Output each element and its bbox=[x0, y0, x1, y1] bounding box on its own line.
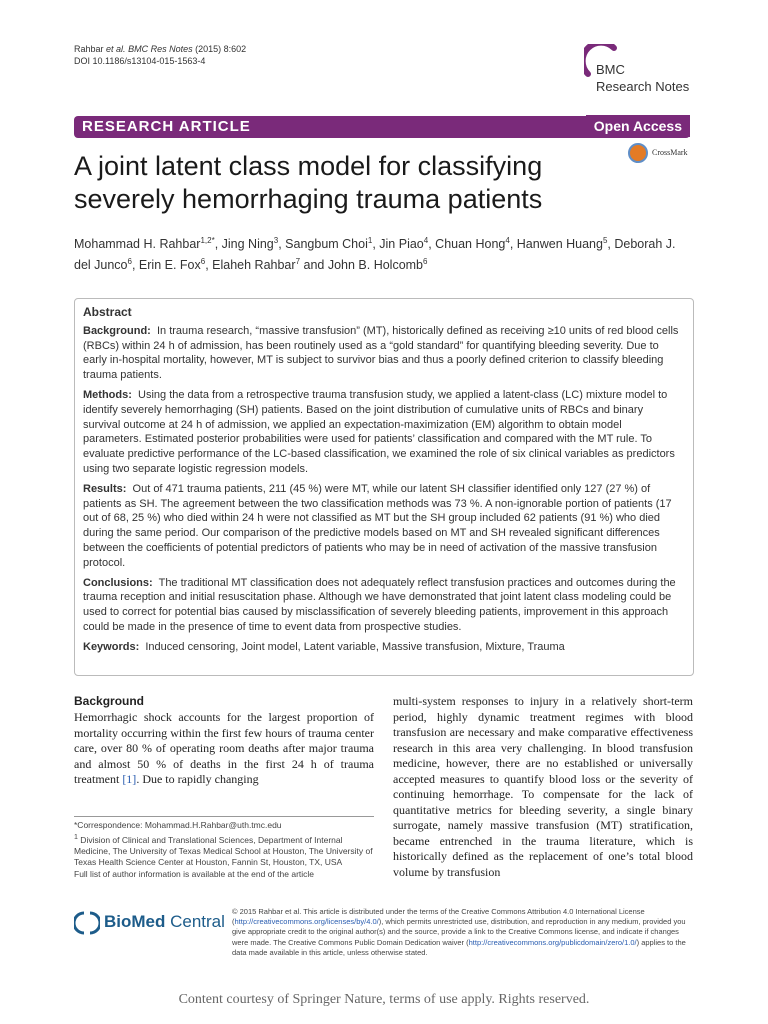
abstract-results-label: Results: bbox=[83, 482, 127, 495]
body-text-left-end: . Due to rapidly changing bbox=[136, 772, 259, 786]
crossmark-icon bbox=[628, 143, 648, 163]
body-left-column bbox=[74, 694, 374, 788]
author-name: Erin E. Fox bbox=[138, 258, 201, 273]
article-title: A joint latent class model for classifying severely hemorrhaging trauma patients bbox=[74, 151, 543, 214]
author-affiliation-sup: 4 bbox=[423, 236, 429, 245]
open-access-badge: Open Access bbox=[586, 115, 690, 137]
abstract-results bbox=[83, 482, 683, 571]
article-citation bbox=[74, 43, 246, 67]
article-type-ribbon bbox=[74, 116, 690, 138]
author-affiliation-sup: 3 bbox=[273, 236, 279, 245]
publisher-logo-regular: Central bbox=[165, 912, 225, 931]
courtesy-notice: Content courtesy of Springer Nature, terms of use apply. Rights reserved. bbox=[178, 992, 590, 1007]
author-list: Mohammad H. Rahbar$^{1,2*}$, Jing Ning$^3$, Sangbum Choi$^1$, Jin Piao$^4$, Chuan Hong$^4$, Hanwen Huang$^5$, Deborah J. del Junco$^6$, Erin E. Fox$^6$, Elaheh Rahbar$^7$ and John B. Holcomb$^6$ bbox=[74, 236, 676, 273]
author-affiliation-sup: 6 bbox=[200, 257, 206, 267]
author-name: Jing Ning bbox=[221, 237, 274, 252]
publisher-logo-bold: BioMed bbox=[104, 912, 166, 931]
author[interactable] bbox=[435, 237, 510, 251]
author[interactable] bbox=[212, 258, 300, 272]
author-affiliation-sup: 7 bbox=[295, 257, 301, 267]
author-name: Hanwen Huang bbox=[516, 237, 603, 252]
author-affiliation-sup: 6 bbox=[127, 257, 132, 267]
citation-journal: BMC Res Notes bbox=[128, 44, 193, 54]
affiliation bbox=[74, 832, 374, 869]
abstract-background-text: In trauma research, “massive transfusion” (MT), historically defined as receiving ≥10 units of red blood cells (RBCs) within 24 h of admission, has been routinely used as a “gold standard” for quantifying bleeding severity. Due to early in-hospital mortality, however, MT is subject to survivor bias and thus a poorly defined criterion to classify bleeding trauma patients. bbox=[83, 324, 679, 382]
author[interactable] bbox=[222, 237, 279, 251]
publisher-logo bbox=[74, 908, 234, 938]
journal-logo-name: Research Notes bbox=[596, 79, 690, 94]
author[interactable] bbox=[517, 237, 608, 251]
author[interactable] bbox=[139, 258, 205, 272]
citation-authors: Rahbar bbox=[74, 44, 104, 54]
author-affiliation-sup: 1,2* bbox=[200, 236, 215, 245]
abstract-methods-label: Methods: bbox=[83, 388, 132, 401]
citation-etal: et al. bbox=[106, 44, 126, 54]
abstract-heading: Abstract bbox=[83, 305, 132, 319]
license-part-1: © 2015 Rahbar et al. This article is distributed under the terms of the Creative Commons Attribution 4.0 International License ( bbox=[232, 907, 645, 927]
journal-logo-bmc: BMC bbox=[596, 62, 625, 77]
abstract-results-text: Out of 471 trauma patients, 211 (45 %) were MT, while our latent SH classifier identified only 127 (27 %) of patients as SH. The agreement between the two classification methods was 73 %. A non-ignorable portion of patients (17 out of 68, 25 %) who died within 24 h were not classified as MT but the SH group included 62 patients (91 %) who died during the same period. Our comparison of the predictive models based on MT and SH revealed significant differences between the coefficients of potential predictors of patients who may be in need of activation of the massive transfusion protocol. bbox=[83, 482, 672, 569]
affiliation-text: Division of Clinical and Translational Sciences, Department of Internal Medicine, The University of Texas Medical School at Houston, The University of Texas Health Science Center at Houston, Fannin St, Houston, TX, USA bbox=[74, 834, 373, 868]
license-link-cc0[interactable]: http://creativecommons.org/publicdomain/zero/1.0/ bbox=[468, 937, 637, 947]
reference-link[interactable]: [1] bbox=[122, 772, 137, 786]
abstract-conclusions bbox=[83, 576, 683, 635]
author-name: Sangbum Choi bbox=[285, 237, 368, 252]
body-text-left: Hemorrhagic shock accounts for the largest proportion of mortality occurring within the first few hours of trauma center care, over 80 % of operating room deaths after major trauma and almost 50 % of deaths in the first 24 h of trauma treatment bbox=[74, 710, 374, 786]
author-affiliation-sup: 1 bbox=[367, 236, 373, 245]
correspondence: *Correspondence: Mohammad.H.Rahbar@uth.tmc.edu bbox=[74, 820, 282, 830]
author[interactable] bbox=[285, 237, 372, 251]
abstract-keywords-text: Induced censoring, Joint model, Latent variable, Massive transfusion, Mixture, Trauma bbox=[145, 640, 565, 653]
author-name: Mohammad H. Rahbar bbox=[74, 237, 201, 252]
author[interactable] bbox=[328, 258, 428, 272]
publisher-logo-text bbox=[104, 912, 225, 932]
abstract-keywords-label: Keywords: bbox=[83, 640, 140, 653]
footnote-rule bbox=[74, 816, 374, 817]
abstract-conclusions-label: Conclusions: bbox=[83, 576, 153, 589]
license-text bbox=[232, 907, 692, 958]
journal-logo bbox=[584, 44, 704, 100]
author[interactable] bbox=[379, 237, 428, 251]
affiliation-number: 1 bbox=[74, 832, 78, 841]
citation-year: (2015) 8:602 bbox=[195, 44, 247, 54]
biomed-mark-icon bbox=[74, 910, 100, 936]
crossmark-label: CrossMark bbox=[652, 148, 688, 157]
author-name: Elaheh Rahbar bbox=[212, 258, 296, 273]
license-link-cc-by[interactable]: http://creativecommons.org/licenses/by/4.0/ bbox=[234, 917, 379, 927]
author-affiliation-sup: 4 bbox=[505, 236, 510, 245]
author-name: Jin Piao bbox=[379, 237, 424, 252]
body-right-column bbox=[393, 694, 693, 880]
author-info-note: Full list of author information is available at the end of the article bbox=[74, 868, 315, 879]
abstract-background bbox=[83, 324, 683, 383]
body-paragraph-left bbox=[74, 710, 374, 788]
article-type: RESEARCH ARTICLE bbox=[82, 118, 251, 135]
crossmark-badge[interactable] bbox=[628, 143, 708, 167]
abstract-methods-text: Using the data from a retrospective trauma transfusion study, we applied a latent-class (LC) mixture model to identify severely hemorrhaging (SH) patients. Based on the joint distribution of cumulative units of RBCs and binary survival outcome at 24 h of admission, we applied an expectation-maximization (EM) algorithm to obtain model parameters. Estimated posterior probabilities were used for patients’ classification and compared with the MT rule. To evaluate predictive performance of the LC-based classification, we examined the role of six clinical variables as predictors using two separate logistic regression models. bbox=[83, 388, 675, 475]
author[interactable] bbox=[74, 237, 215, 251]
abstract-keywords bbox=[83, 640, 683, 655]
license-part-2: ), which permits unrestricted use, distribution, and reproduction in any medium, provided you give appropriate credit to the original author(s) and the source, provide a link to the Creative Commons license, and indicate if changes were made. The Creative Commons Public Domain Dedication waiver ( bbox=[232, 917, 686, 947]
section-heading-background: Background bbox=[74, 694, 145, 708]
license-part-3: ) applies to the data made available in this article, unless otherwise stated. bbox=[232, 937, 686, 957]
doi: DOI 10.1186/s13104-015-1563-4 bbox=[74, 56, 206, 66]
author-name: John B. Holcomb bbox=[327, 258, 424, 273]
author-name: Deborah J. del Junco bbox=[74, 237, 676, 273]
abstract-methods bbox=[83, 388, 683, 477]
footnotes bbox=[74, 820, 374, 880]
abstract-box bbox=[74, 298, 694, 676]
author-name: Chuan Hong bbox=[435, 237, 506, 252]
citation-line bbox=[74, 43, 246, 55]
author-affiliation-sup: 5 bbox=[602, 236, 608, 245]
abstract-background-label: Background: bbox=[83, 324, 151, 337]
abstract-conclusions-text: The traditional MT classification does not adequately reflect transfusion practices and outcomes during the trauma reception and initial resuscitation phase. Although we have demonstrated that joint latent class modeling could be used to correct for potential bias caused by misclassification of severely bleeding patients, improvement in this approach could be made in the presence of time to event data from prospective studies. bbox=[83, 576, 676, 633]
body-paragraph-right: multi-system responses to injury in a relatively short-term period, highly dynamic treatment regimes with blood transfusion are necessary and make comparative effectiveness research in this area very challenging. In blood transfusion medicine, however, there are no established or universally accepted measures to quantify blood loss or the severity of continuing hemorrhage. To compensate for the lack of quantitative metrics for bleeding severity, a single binary surrogate, namely massive transfusion (MT) stratification, became entrenched in the trauma literature, which is historically defined as the replacement of one’s total blood volume by transfusion bbox=[393, 694, 693, 879]
author-affiliation-sup: 6 bbox=[423, 257, 428, 267]
